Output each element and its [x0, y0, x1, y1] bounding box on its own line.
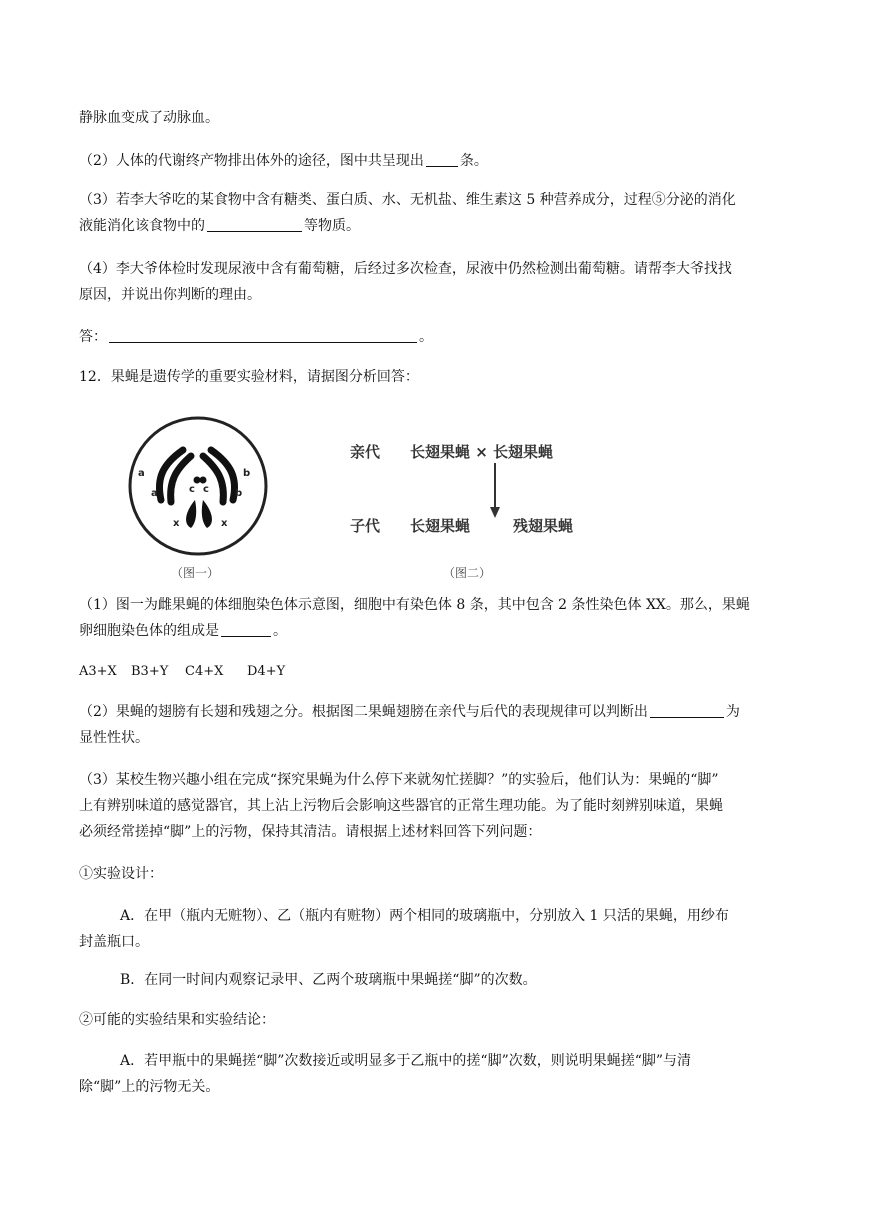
answer-blank[interactable]: [221, 622, 271, 637]
result-a-line1: A．若甲瓶中的果蝇搓“脚”次数接近或明显多于乙瓶中的搓“脚”次数，则说明果蝇搓“脚”与清: [120, 1053, 692, 1069]
arrow-down-icon: [487, 463, 503, 519]
chromosome-label: a: [151, 488, 158, 499]
chromosome-label: a: [138, 468, 145, 479]
figure2-caption: （图二）: [443, 566, 492, 580]
q12-part3-line1: （3）某校生物兴趣小组在完成“探究果蝇为什么停下来就匆忙搓脚？”的实验后，他们认为：果蝇的“脚”: [79, 772, 719, 788]
chromosome-label: c: [189, 484, 195, 495]
q11-answer-line: [79, 327, 433, 347]
q11-part3-text: 液能消化该食物中的: [79, 218, 205, 234]
q11-continuation: 静脉血变成了动脉血。: [79, 110, 219, 126]
chromosome-label: b: [235, 488, 243, 499]
chromosome-label: x: [173, 518, 180, 529]
q11-part4-line2: 原因，并说出你判断的理由。: [79, 287, 261, 303]
design-step-a-line1: A．在甲（瓶内无赃物）、乙（瓶内有赃物）两个相同的玻璃瓶中，分别放入 1 只活的果蝇，用纱布: [120, 908, 729, 924]
q12-part1-line2: [79, 621, 287, 641]
chromosome-drawing: [123, 412, 273, 587]
q11-part2: [79, 151, 488, 171]
chromosome-label: b: [243, 468, 251, 479]
figure1-caption: （图一）: [171, 566, 220, 580]
q12-part1-line1: （1）图一为雌果蝇的体细胞染色体示意图，细胞中有染色体 8 条，其中包含 2 条性染色体 XX。那么，果蝇: [79, 597, 750, 613]
q11-part4-line1: （4）李大爷体检时发现尿液中含有葡萄糖，后经过多次检查，尿液中仍然检测出葡萄糖。请帮李大爷找找: [79, 261, 732, 277]
choice-c[interactable]: C4+X: [185, 664, 224, 679]
answer-label: 答：: [79, 329, 107, 345]
q12-part3-line3: 必须经常搓掉“脚”上的污物，保持其清洁。请根据上述材料回答下列问题：: [79, 824, 542, 840]
choice-b[interactable]: B3+Y: [131, 664, 169, 679]
figure-chromosome-diagram: [123, 412, 273, 587]
answer-blank[interactable]: [650, 703, 724, 718]
chromosome-label: x: [221, 518, 228, 529]
answer-blank[interactable]: [109, 328, 417, 343]
q12-part1-end: 。: [273, 623, 287, 639]
offspring-short-wing: 残翅果蝇: [513, 517, 574, 535]
parent-cross: 长翅果蝇 × 长翅果蝇: [410, 443, 554, 461]
result-heading: ②可能的实验结果和实验结论：: [79, 1012, 275, 1028]
answer-end: 。: [419, 329, 433, 345]
q11-part2-end: 条。: [459, 153, 488, 169]
q12-title: 12．果蝇是遗传学的重要实验材料，请据图分析回答：: [79, 369, 419, 385]
parent-generation-label: 亲代: [350, 443, 381, 461]
q12-part2-mid: 为: [725, 704, 740, 720]
design-step-a-line2: 封盖瓶口。: [79, 934, 149, 950]
q12-part2-text: （2）果蝇的翅膀有长翅和残翅之分。根据图二果蝇翅膀在亲代与后代的表现规律可以判断出: [79, 704, 648, 720]
design-heading: ①实验设计：: [79, 866, 163, 882]
figure-cross-diagram: [345, 435, 595, 585]
q11-part3-line1: （3）若李大爷吃的某食物中含有糖类、蛋白质、水、无机盐、维生素这 5 种营养成分，过程⑤分泌的消化: [79, 192, 736, 208]
choice-a[interactable]: A3+X: [79, 664, 117, 679]
answer-blank[interactable]: [207, 217, 302, 232]
q11-part2-text: （2）人体的代谢终产物排出体外的途径，图中共呈现出: [79, 153, 424, 169]
offspring-long-wing: 长翅果蝇: [410, 517, 471, 535]
q12-part1-text: 卵细胞染色体的组成是: [79, 623, 219, 639]
q11-part3-line2: [79, 216, 360, 236]
q12-part3-line2: 上有辨别味道的感觉器官，其上沾上污物后会影响这些器官的正常生理功能。为了能时刻辨别味道，果蝇: [79, 798, 723, 814]
offspring-generation-label: 子代: [350, 517, 381, 535]
design-step-b: B．在同一时间内观察记录甲、乙两个玻璃瓶中果蝇搓“脚”的次数。: [120, 972, 537, 988]
q11-part3-end: 等物质。: [304, 218, 360, 234]
result-a-line2: 除“脚”上的污物无关。: [79, 1079, 220, 1095]
q12-part2-line2: 显性性状。: [79, 730, 149, 746]
choice-row: [79, 662, 285, 682]
answer-blank[interactable]: [426, 152, 458, 167]
chromosome-label: c: [203, 484, 209, 495]
choice-d[interactable]: D4+Y: [247, 664, 286, 679]
q12-part2-line1: [79, 702, 740, 722]
